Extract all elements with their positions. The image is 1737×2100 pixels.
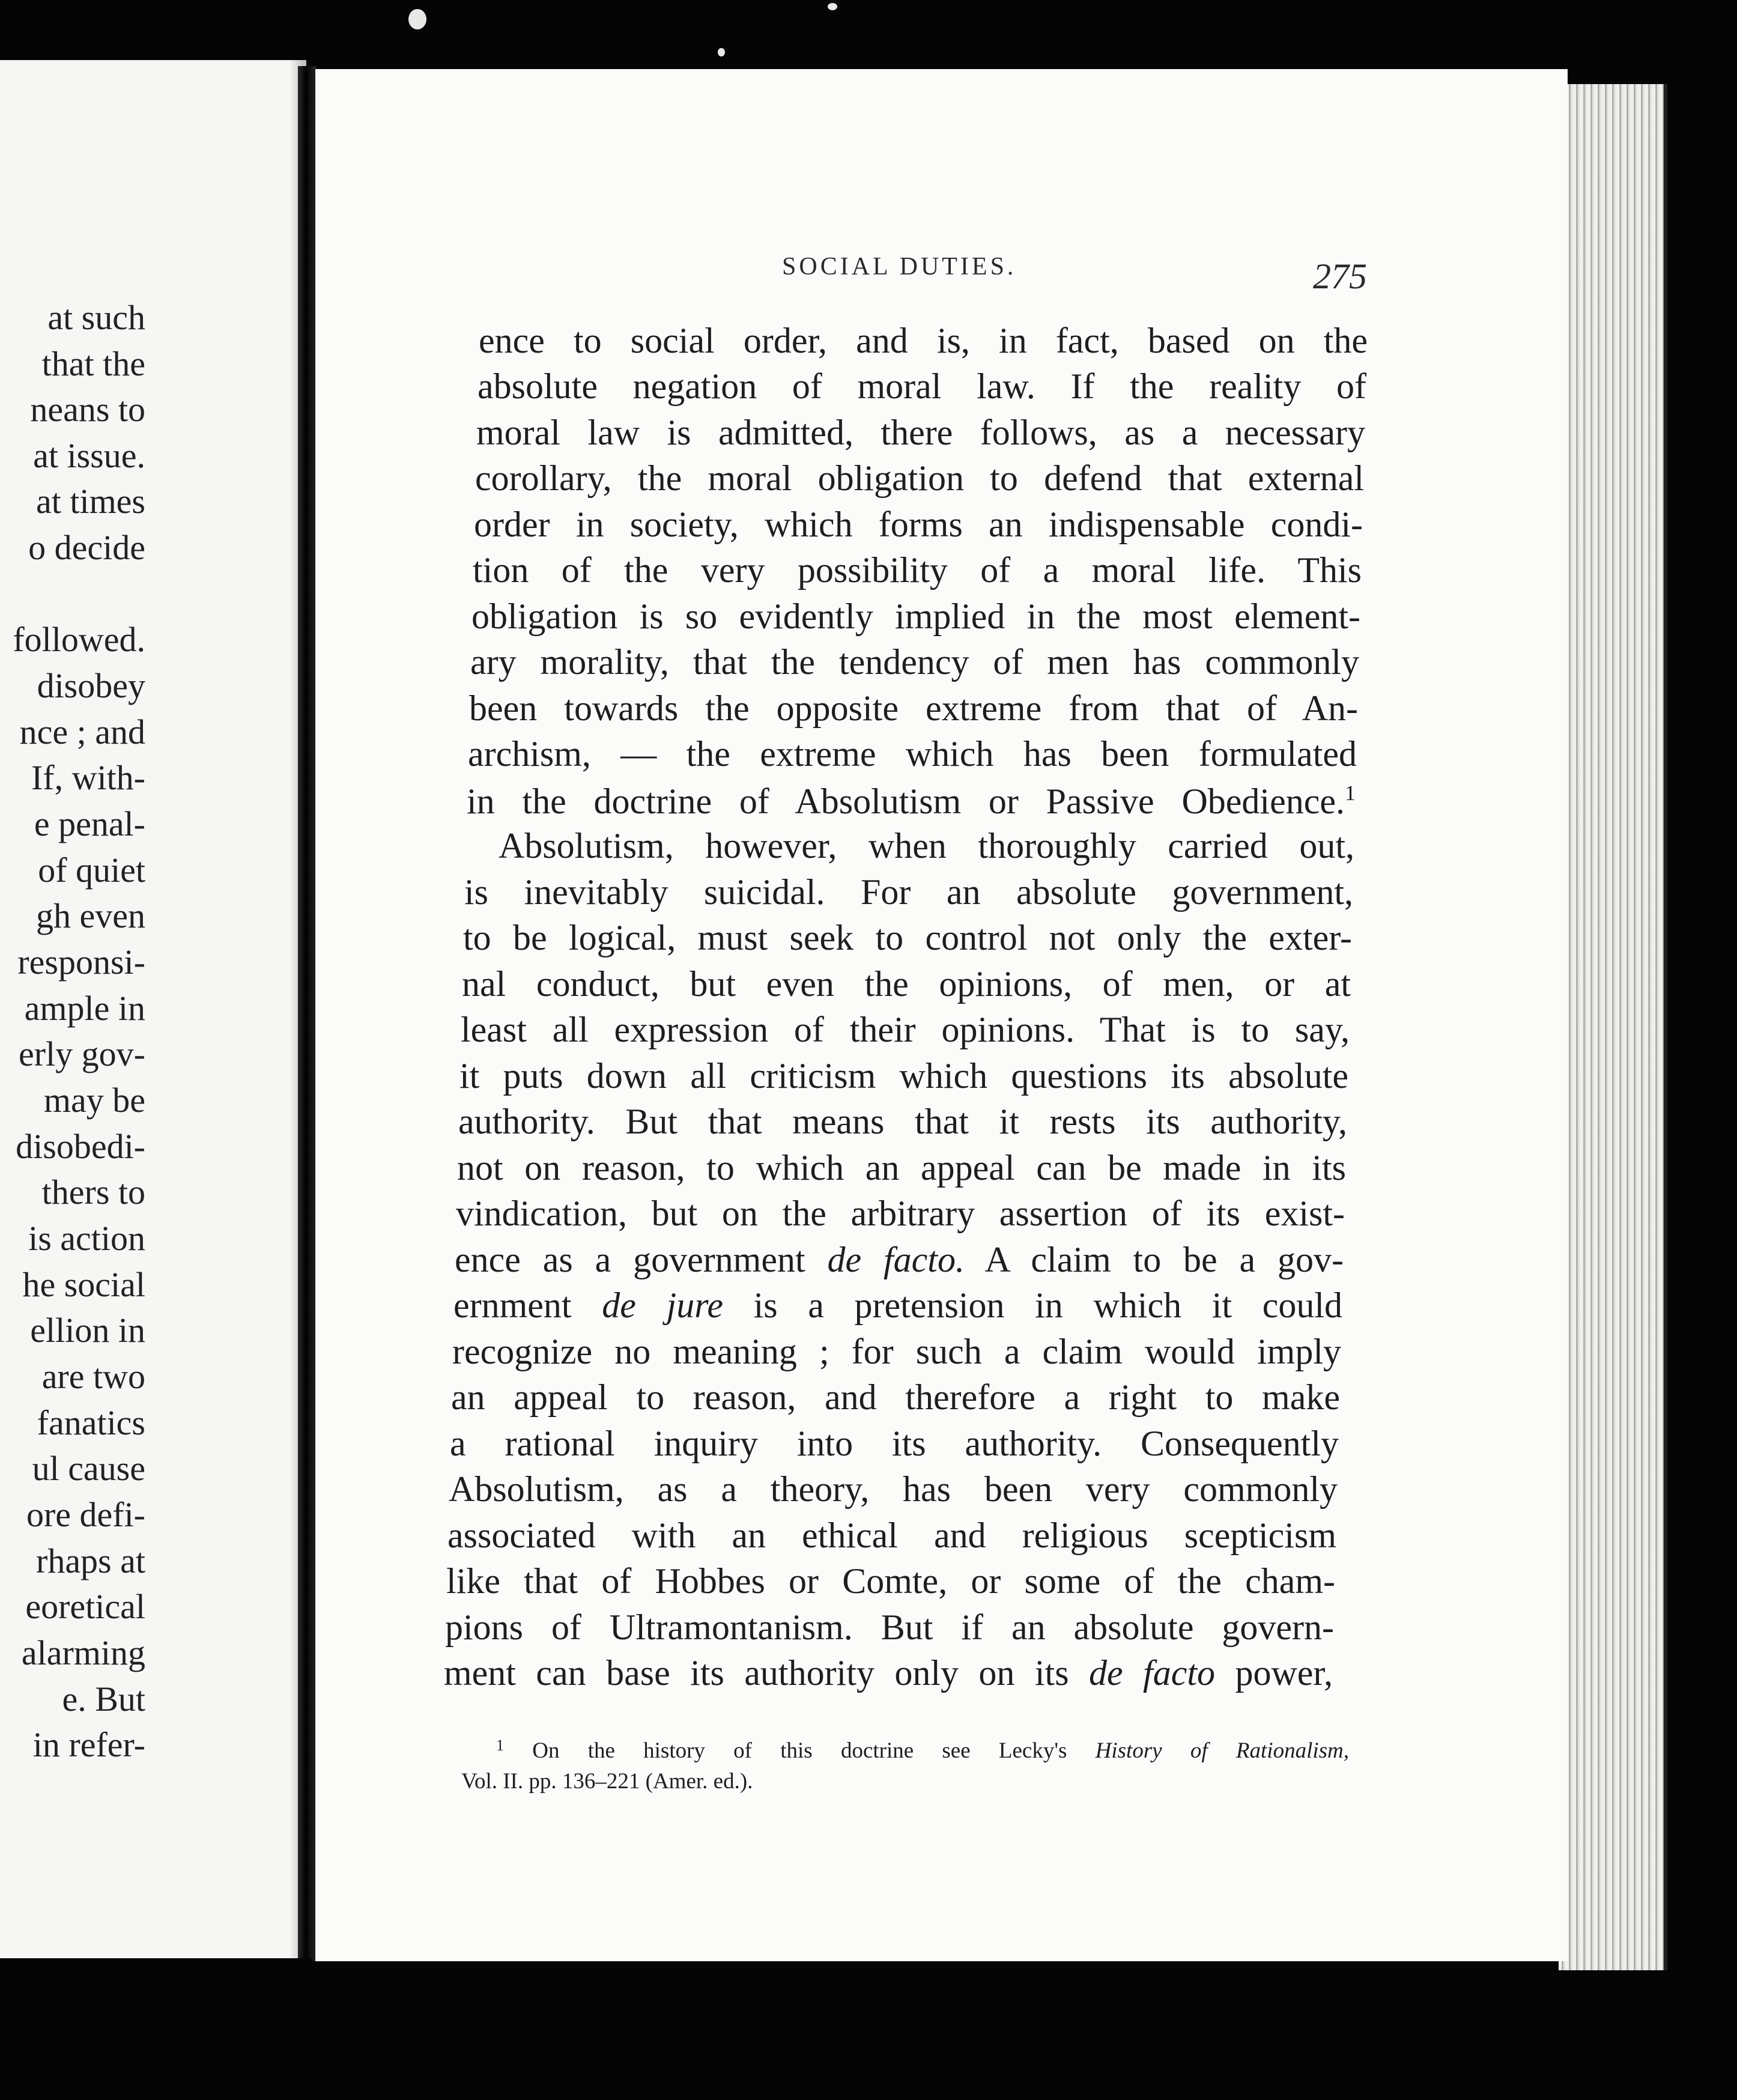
body-text-line: is inevitably suicidal. For an absolute government, — [464, 872, 1353, 912]
left-page-line: If, with- — [31, 758, 145, 797]
left-page-line: o decide — [28, 528, 145, 567]
scan-speck — [828, 3, 837, 10]
left-page-line: eoretical — [25, 1587, 145, 1626]
body-text-line: least all expression of their opinions. That is to say, — [461, 1010, 1350, 1049]
left-page-line: is action — [28, 1219, 145, 1258]
body-text-line — [444, 1655, 1333, 1691]
body-text-line: obligation is so evidently implied in the most element- — [471, 596, 1360, 636]
footnote-number: 1 — [496, 1737, 504, 1754]
body-text-line: it puts down all criticism which questions its absolute — [459, 1056, 1348, 1096]
body-text-span: is a pretension in which it could — [753, 1285, 1343, 1325]
left-page-line: rhaps at — [36, 1541, 145, 1580]
left-page-line: in refer- — [32, 1725, 145, 1764]
body-text-span: ment can base its authority only on its — [444, 1653, 1069, 1693]
left-page-line: e. But — [62, 1680, 145, 1719]
scan-speck — [718, 48, 725, 56]
body-text-line: corollary, the moral obligation to defend that external — [475, 458, 1364, 498]
italic-phrase: de facto. — [827, 1240, 965, 1279]
left-page-line: responsi- — [17, 942, 145, 982]
body-text-line: pions of Ultramontanism. But if an absolute govern- — [445, 1607, 1334, 1647]
left-page-line: alarming — [21, 1633, 145, 1672]
left-page-line: neans to — [30, 390, 145, 429]
body-text-line: order in society, which forms an indispensable condi- — [474, 505, 1363, 544]
italic-phrase: de facto — [1088, 1653, 1216, 1693]
page-edges — [1559, 84, 1667, 1970]
body-text-line: ary morality, that the tendency of men has commonly — [470, 642, 1359, 682]
left-page-line: ul cause — [32, 1449, 145, 1488]
body-text-line: authority. But that means that it rests its authority, — [458, 1102, 1347, 1141]
body-text-line — [455, 1242, 1344, 1278]
scan-speck — [408, 9, 426, 29]
left-page-line: at issue. — [33, 436, 145, 475]
body-text-line: Absolutism, as a theory, has been very commonly — [449, 1469, 1338, 1509]
body-text-line: vindication, but on the arbitrary assertion of its exist- — [456, 1194, 1345, 1233]
body-text-line: absolute negation of moral law. If the reality of — [477, 366, 1366, 406]
body-text-span: ence as a government — [455, 1240, 805, 1279]
footnote-marker: 1 — [1345, 781, 1356, 805]
left-page-line: at times — [35, 482, 145, 521]
body-text-line: a rational inquiry into its authority. Consequently — [450, 1424, 1339, 1463]
left-page-line: e penal- — [34, 804, 145, 843]
footnote-book-title: History of Rationalism, — [1095, 1738, 1350, 1763]
left-page-line: followed. — [13, 620, 145, 659]
body-text-line: been towards the opposite extreme from that of An- — [469, 688, 1358, 728]
body-text-span: in the doctrine of Absolutism or Passive Obedience. — [467, 781, 1345, 821]
body-text-line: not on reason, to which an appeal can be made in its — [457, 1148, 1346, 1188]
left-page-line: disobedi- — [16, 1127, 145, 1166]
body-text-line: ence to social order, and is, in fact, based on the — [479, 321, 1368, 360]
page-number: 275 — [1313, 256, 1367, 296]
body-text-span: power, — [1235, 1653, 1333, 1693]
body-text-line: Absolutism, however, when thoroughly carried out, — [499, 826, 1354, 866]
left-page-line: disobey — [37, 666, 145, 705]
body-text-line: archism, — the extreme which has been formulated — [468, 734, 1357, 774]
left-page-line: of quiet — [38, 851, 145, 890]
body-text-line: to be logical, must seek to control not only the exter- — [463, 918, 1352, 957]
left-page-line: erly gov- — [19, 1034, 145, 1073]
body-text-line: moral law is admitted, there follows, as a necessary — [476, 413, 1365, 452]
italic-phrase: de jure — [602, 1285, 723, 1325]
body-text-span: ernment — [453, 1285, 572, 1325]
body-text-line — [467, 782, 1356, 819]
body-text-line: tion of the very possibility of a moral life. This — [473, 550, 1362, 590]
left-page-line: that the — [41, 344, 145, 383]
footnote-text: On the history of this doctrine see Lecky's — [532, 1738, 1067, 1763]
left-page-line: fanatics — [37, 1403, 145, 1442]
footnote-line: Vol. II. pp. 136–221 (Amer. ed.). — [461, 1769, 753, 1794]
body-text-line: nal conduct, but even the opinions, of men, or at — [462, 964, 1351, 1004]
body-text-line: recognize no meaning ; for such a claim would imply — [452, 1332, 1341, 1371]
left-page-line: ore defi- — [26, 1495, 145, 1534]
body-text-line — [453, 1287, 1342, 1323]
left-page-line: he social — [22, 1265, 145, 1304]
left-page-line: ample in — [24, 989, 145, 1028]
left-page-line: may be — [43, 1081, 145, 1120]
running-head: SOCIAL DUTIES. — [782, 253, 1017, 281]
body-text-span: A claim to be a gov- — [984, 1240, 1344, 1279]
left-facing-page — [0, 60, 306, 1958]
left-page-line: gh even — [36, 896, 145, 935]
body-text-line: an appeal to reason, and therefore a right to make — [451, 1377, 1340, 1417]
left-page-line: ellion in — [30, 1311, 145, 1350]
left-page-line: thers to — [41, 1173, 145, 1212]
left-page-line: at such — [47, 298, 145, 337]
left-page-line: nce ; and — [19, 712, 145, 751]
body-text-line: associated with an ethical and religious scepticism — [447, 1516, 1336, 1555]
footnote-line — [496, 1738, 1349, 1762]
left-page-line: are two — [41, 1357, 145, 1396]
body-text-line: like that of Hobbes or Comte, or some of the cham- — [446, 1561, 1335, 1601]
